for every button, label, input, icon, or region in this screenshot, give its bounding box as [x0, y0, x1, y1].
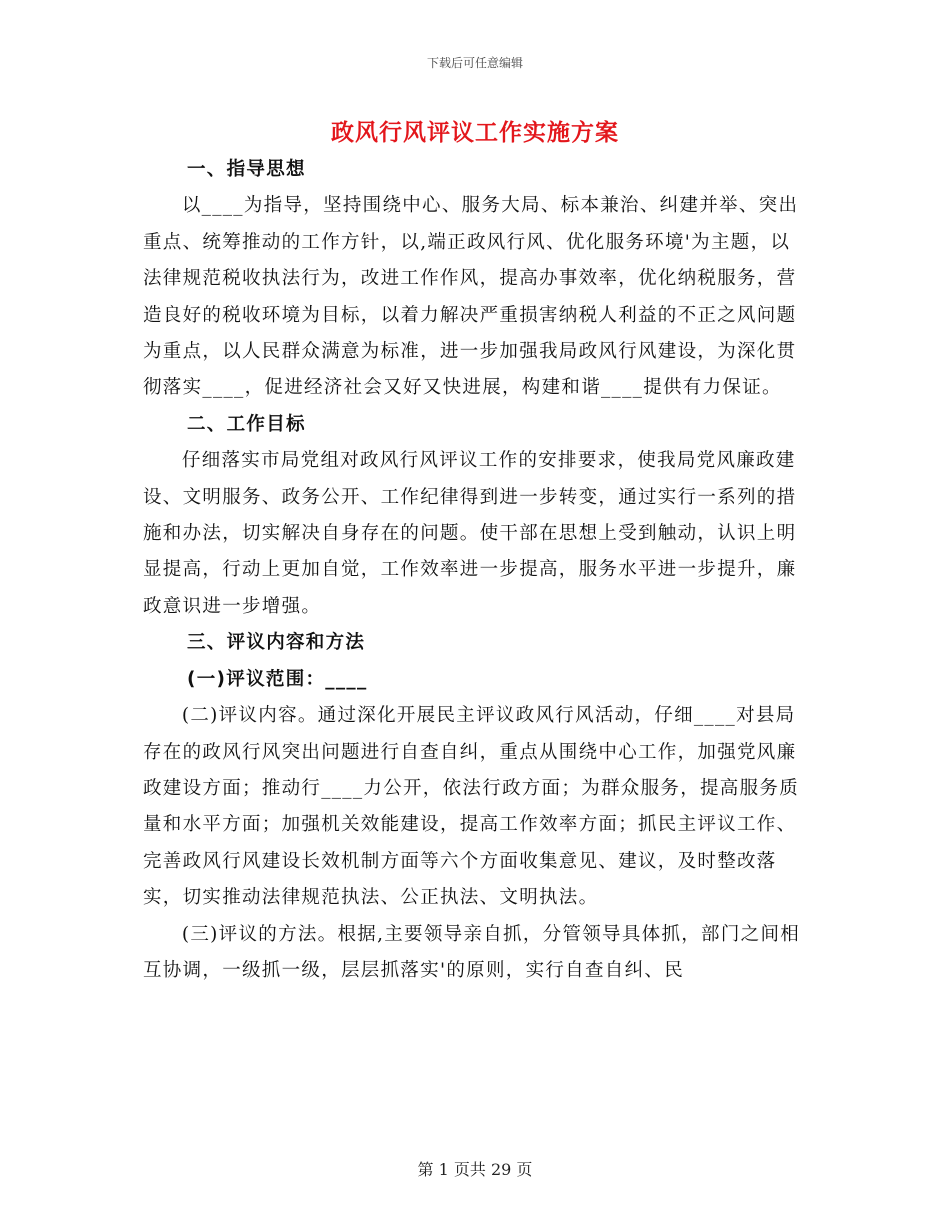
section-heading-3: 三、评议内容和方法 — [187, 632, 366, 654]
paragraph-review-method: (三)评议的方法。根据,主要领导亲自抓，分管领导具体抓，部门之间相互协调，一级抓一级，层层抓落实'的原则，实行自查自纠、民 — [143, 923, 801, 981]
section-heading-1: 一、指导思想 — [187, 159, 306, 180]
document-title: 政风行风评议工作实施方案 — [331, 119, 619, 146]
subsection-heading-scope: (一)评议范围：____ — [187, 668, 368, 690]
paragraph-work-goals: 仔细落实市局党组对政风行风评议工作的安排要求，使我局党风廉政建设、文明服务、政务公开、工作纪律得到进一步转变，通过实行一系列的措施和办法，切实解决自身存在的问题。使干部在思想上受到触动，认识上明显提高，行动上更加自觉，工作效率进一步提高，服务水平进一步提升，廉政意识进一步增强。 — [143, 450, 797, 617]
paragraph-guiding-ideology: 以____为指导，坚持围绕中心、服务大局、标本兼治、纠建并举、突出重点、统筹推动的工作方针，以,端正政风行风、优化服务环境'为主题，以法律规范税收执法行为，改进工作作风，提高办事效率，优化纳税服务，营造良好的税收环境为目标，以着力解决严重损害纳税人利益的不正之风问题为重点，以人民群众满意为标准，进一步加强我局政风行风建设，为深化贯彻落实____，促进经济社会又好又快进展，构建和谐____提供有力保证。 — [143, 195, 799, 399]
document-body — [143, 152, 809, 989]
paragraph-review-content: (二)评议内容。通过深化开展民主评议政风行风活动，仔细____对县局存在的政风行风突出问题进行自查自纠，重点从围绕中心工作，加强党风廉政建设方面；推动行____力公开，依法行政方面；为群众服务，提高服务质量和水平方面；加强机关效能建设，提高工作效率方面；抓民主评议工作、完善政风行风建设长效机制方面等六个方面收集意见、建议，及时整改落实，切实推动法律规范执法、公正执法、文明执法。 — [143, 705, 800, 909]
page-footer: 第 1 页共 29 页 — [417, 1160, 533, 1179]
section-heading-2: 二、工作目标 — [187, 413, 306, 435]
header-note: 下载后可任意编辑 — [426, 56, 523, 70]
